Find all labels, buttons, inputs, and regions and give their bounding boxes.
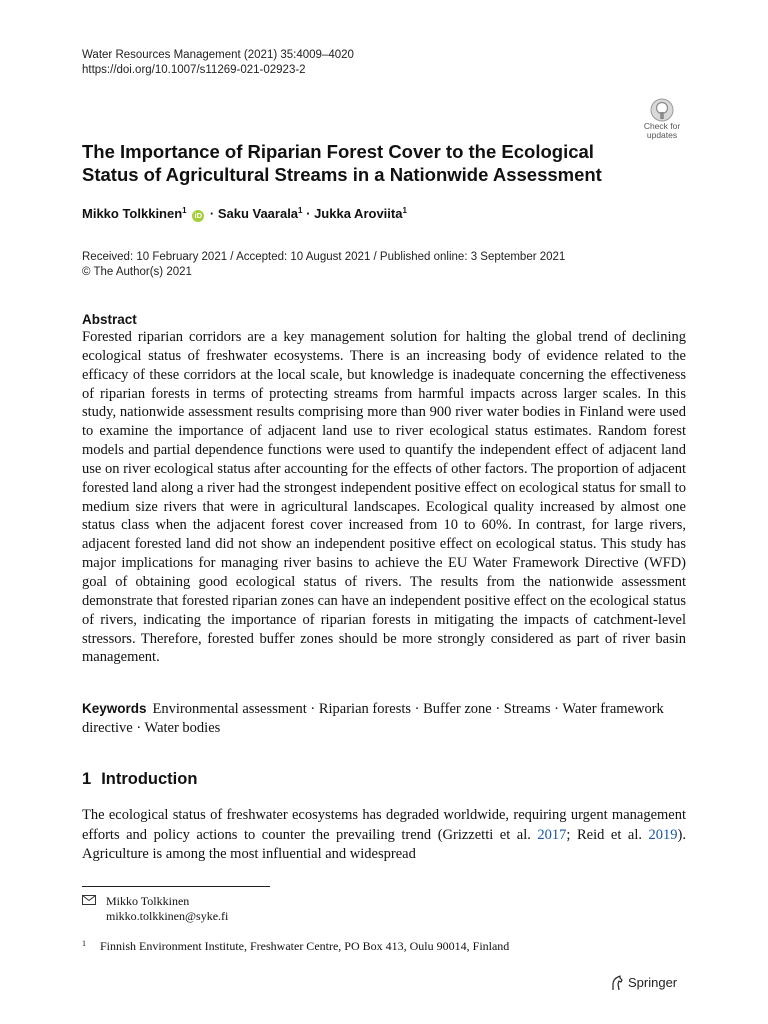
crossmark-label: Check for updates — [643, 121, 681, 140]
body-text: The ecological status of freshwater ecosystems has degraded worldwide, requiring urgent management efforts and policy actions to counter the prevailing trend (Grizzetti et al. — [82, 807, 686, 843]
author-separator: · — [302, 206, 315, 221]
publisher-logo — [610, 975, 677, 991]
affiliation-number: 1 — [82, 939, 86, 948]
journal-citation: Water Resources Management (2021) 35:4009–4020 — [82, 49, 354, 61]
envelope-icon — [82, 895, 96, 905]
footnote-divider — [82, 886, 270, 887]
contact-name: Mikko Tolkkinen — [106, 894, 190, 908]
citation-link[interactable]: 2019 — [648, 826, 678, 843]
author-name[interactable]: Mikko Tolkkinen — [82, 206, 183, 221]
author-affiliation-number: 1 — [402, 206, 407, 215]
crossmark-badge[interactable] — [636, 98, 688, 144]
section-number: 1 — [82, 770, 92, 788]
copyright-line: © The Author(s) 2021 — [82, 266, 192, 278]
author-name[interactable]: Saku Vaarala — [217, 206, 299, 221]
publisher-name: Springer — [628, 975, 678, 990]
doi-link[interactable]: https://doi.org/10.1007/s11269-021-02923-2 — [82, 64, 306, 76]
author-affiliation-number: 1 — [182, 206, 187, 215]
keywords — [82, 700, 686, 738]
author-affiliation-number: 1 — [298, 206, 303, 215]
section-heading-introduction — [82, 770, 197, 789]
citation-link[interactable]: 2017 — [537, 826, 567, 843]
keywords-label: Keywords — [82, 701, 147, 716]
author-name[interactable]: Jukka Aroviita — [314, 206, 403, 221]
body-text: ; Reid et al. — [566, 826, 649, 843]
publication-dates — [82, 250, 565, 280]
author-separator: · — [206, 206, 218, 221]
keywords-list: Environmental assessment · Riparian forests · Buffer zone · Streams · Water framework directive · Water bodies — [82, 701, 664, 736]
received-accepted-published: Received: 10 February 2021 / Accepted: 10 August 2021 / Published online: 3 September 2021 — [82, 251, 566, 263]
affiliation-footnote — [82, 936, 509, 954]
journal-header — [82, 48, 354, 78]
author-list — [82, 206, 407, 222]
affiliation-text: Finnish Environment Institute, Freshwater Centre, PO Box 413, Oulu 90014, Finland — [100, 939, 510, 953]
crossmark-icon — [636, 98, 688, 122]
section-title: Introduction — [101, 770, 198, 788]
springer-horse-icon — [610, 975, 624, 991]
body-text: ). Agriculture is among the most influential and widespread — [82, 826, 686, 862]
abstract-text: Forested riparian corridors are a key management solution for halting the global trend of declining ecological status of freshwater ecosystems. There is an increasing body of evidence related to the efficacy of these corridors at the local scale, but knowledge is inadequate concerning the effectiveness of riparian forests in terms of protecting streams from harmful impacts across larger scales. In this study, nationwide assessment results comprising more than 900 river water bodies in Finland were used to examine the importance of adjacent land use to river ecological status estimates. Random forest models and partial dependence functions were used to quantify the independent effect of adjacent land use on river ecological status after accounting for the effects of other factors. The proportion of adjacent forested land along a river had the strongest independent positive effect on ecological status for small to medium size rivers that were in agricultural landscapes. Ecological quality increased by almost one status class when the adjacent forest cover increased from 10 to 60%. In contrast, for large rivers, adjacent forested land did not show an independent positive effect on ecological status. This study has major implications for managing river basins to achieve the EU Water Framework Directive (WFD) goal of obtaining good ecological status of rivers. The results from the nationwide assessment demonstrate that forested riparian zones can have an independent positive effect on the ecological status of rivers, indicating the importance of riparian forests in mitigating the impacts of catchment-level stressors. Therefore, forested buffer zones should be more strongly considered as part of river basin management. — [82, 329, 686, 666]
contact-email[interactable]: mikko.tolkkinen@syke.fi — [106, 909, 229, 923]
abstract-heading: Abstract — [82, 312, 137, 327]
article-title: The Importance of Riparian Forest Cover to the Ecological Status of Agricultural Streams in a Nationwide Assessment — [82, 141, 602, 185]
orcid-icon[interactable]: iD — [192, 210, 204, 222]
introduction-paragraph — [82, 806, 686, 865]
